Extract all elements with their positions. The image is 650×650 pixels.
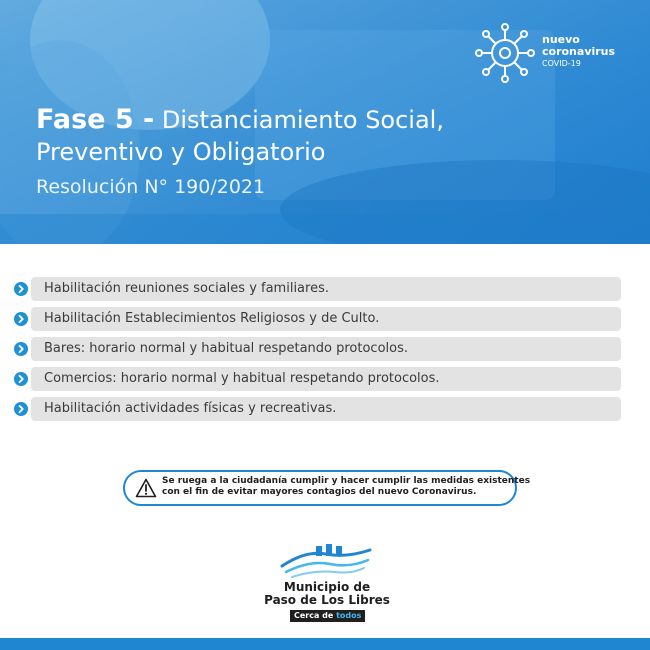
measure-text: Comercios: horario normal y habitual respetando protocolos. [31,367,621,391]
page-title [36,104,444,136]
logo-name [262,581,392,607]
logo-line-2: Paso de Los Libres [264,593,390,607]
list-item [14,307,621,331]
list-item [14,367,621,391]
virus-icon [474,22,536,84]
measure-text: Habilitación reuniones sociales y familiares. [31,277,621,301]
chevron-right-icon [14,342,28,356]
chevron-right-icon [14,402,28,416]
title-block [36,104,444,202]
tagline-text: Cerca de [294,611,337,620]
list-item [14,397,621,421]
list-item [14,277,621,301]
title-phase: Fase 5 - [36,104,155,135]
chevron-right-icon [14,312,28,326]
badge-line-3: COVID-19 [542,59,581,68]
title-rest: Distanciamiento Social, [154,106,444,134]
resolution-subtitle: Resolución N° 190/2021 [36,176,266,198]
notice-text [162,476,530,498]
chevron-right-icon [14,372,28,386]
title-line-2: Preventivo y Obligatorio [36,138,326,166]
tagline-highlight: todos [336,611,362,620]
notice-box [123,470,531,506]
notice-line-1: Se ruega a la ciudadanía cumplir y hacer cumplir las medidas existentes [162,476,531,486]
badge-line-1: nuevo [542,33,580,46]
measure-text: Habilitación actividades físicas y recreativas. [31,397,621,421]
measure-text: Habilitación Establecimientos Religiosos y de Culto. [31,307,621,331]
measure-text: Bares: horario normal y habitual respetando protocolos. [31,337,621,361]
notice-line-2: con el fin de evitar mayores contagios del nuevo Coronavirus. [162,487,477,497]
header-banner [0,0,650,244]
coronavirus-badge [474,22,624,86]
logo-line-1: Municipio de [283,580,371,594]
footer-bar [0,638,650,650]
measures-list [14,277,621,427]
list-item [14,337,621,361]
municipio-logo-icon [276,540,376,582]
tagline-badge [290,610,365,622]
warning-icon [135,478,157,498]
badge-line-2: coronavirus [542,45,616,58]
chevron-right-icon [14,282,28,296]
